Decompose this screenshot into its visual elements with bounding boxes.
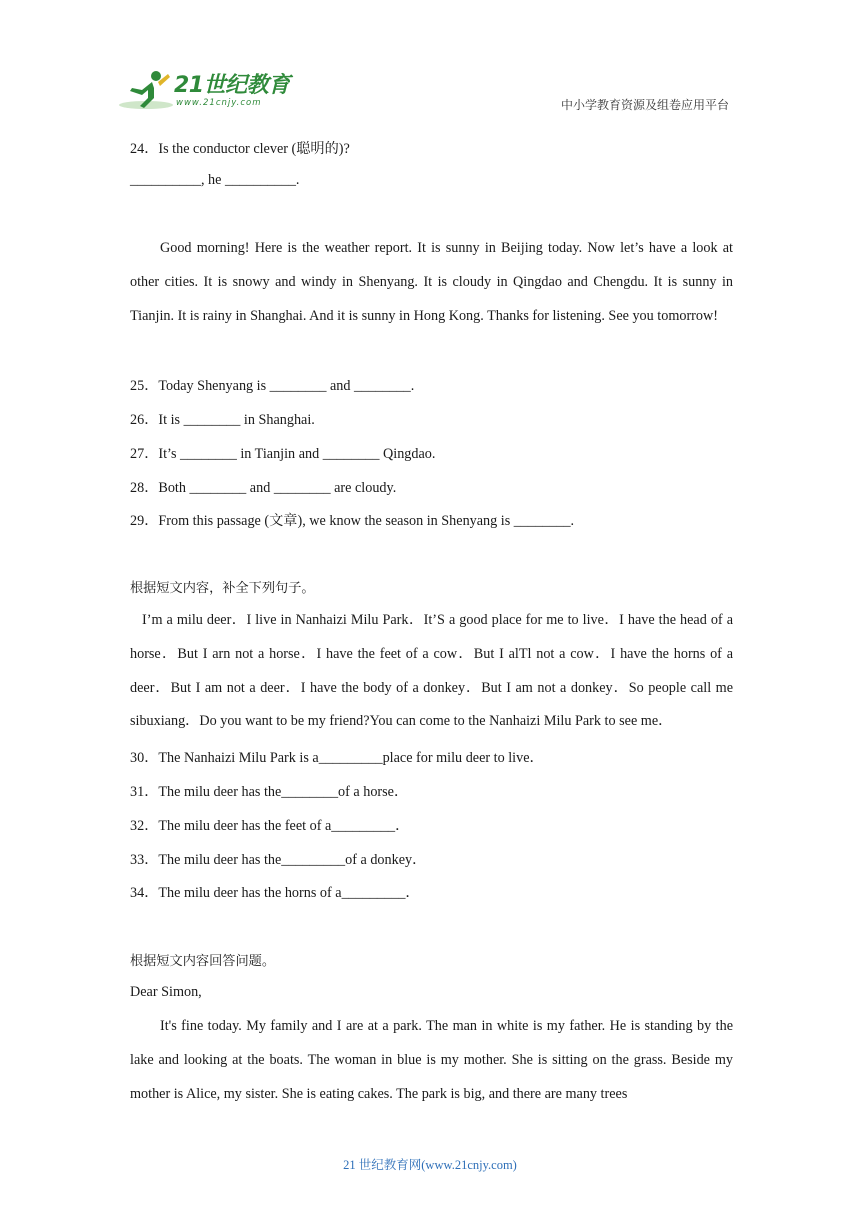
- logo-text: 21世纪教育: [174, 73, 290, 98]
- section-instruction-answer: 根据短文内容回答问题。: [130, 954, 276, 969]
- question-29: 29．From this passage (文章), we know the season in Shenyang is ________.: [130, 513, 575, 529]
- milu-deer-passage: I’m a milu deer．I live in Nanhaizi Milu Park．It’S a good place for me to live．I have the head of a horse．But I arn not a horse．I have the feet of a cow．But I alTl not a cow．I have the horns of a deer．But I am not a deer．I have the body of a donkey．But I am not a donkey．So people call me sibuxiang．Do you want to be my friend?You can come to the Nanhaizi Milu Park to see me．: [130, 612, 733, 730]
- letter-salutation: Dear Simon,: [130, 984, 202, 1000]
- runner-logo-icon: [118, 68, 174, 112]
- page-footer: 21 世纪教育网(www.21cnjy.com): [343, 1158, 517, 1172]
- question-27: 27．It’s ________ in Tianjin and ________ Qingdao.: [130, 446, 436, 462]
- logo-url: www.21cnjy.com: [176, 98, 262, 108]
- weather-passage: Good morning! Here is the weather report. It is sunny in Beijing today. Now let’s have a look at other cities. It is snowy and windy in Shenyang. It is cloudy in Qingdao and Chengdu. It is sunny in Tianjin. It is rainy in Shanghai. And it is sunny in Hong Kong. Thanks for listening. See you tomorrow!: [130, 240, 733, 324]
- question-34: 34．The milu deer has the horns of a_________．: [130, 885, 420, 901]
- platform-label: 中小学教育资源及组卷应用平台: [560, 98, 729, 112]
- question-32: 32．The milu deer has the feet of a_________．: [130, 818, 410, 834]
- letter-passage: It's fine today. My family and I are at a park. The man in white is my father. He is standing by the lake and looking at the boats. The woman in blue is my mother. She is sitting on the grass. Beside my mother is Alice, my sister. She is eating cakes. The park is big, and there are many trees: [130, 1018, 733, 1102]
- question-26: 26．It is ________ in Shanghai.: [130, 412, 315, 428]
- question-25: 25．Today Shenyang is ________ and ________.: [130, 378, 415, 394]
- question-28: 28．Both ________ and ________ are cloudy.: [130, 480, 397, 496]
- question-30: 30．The Nanhaizi Milu Park is a_________place for milu deer to live．: [130, 750, 544, 766]
- section-instruction-fill: 根据短文内容，补全下列句子。: [130, 581, 315, 596]
- site-logo: [118, 62, 298, 118]
- page-header: [0, 0, 860, 125]
- question-31: 31．The milu deer has the________of a horse．: [130, 784, 409, 800]
- question-24: 24．Is the conductor clever (聪明的)?: [130, 141, 350, 157]
- question-33: 33．The milu deer has the_________of a donkey．: [130, 852, 427, 868]
- answer-line-24: __________, he __________.: [130, 172, 300, 188]
